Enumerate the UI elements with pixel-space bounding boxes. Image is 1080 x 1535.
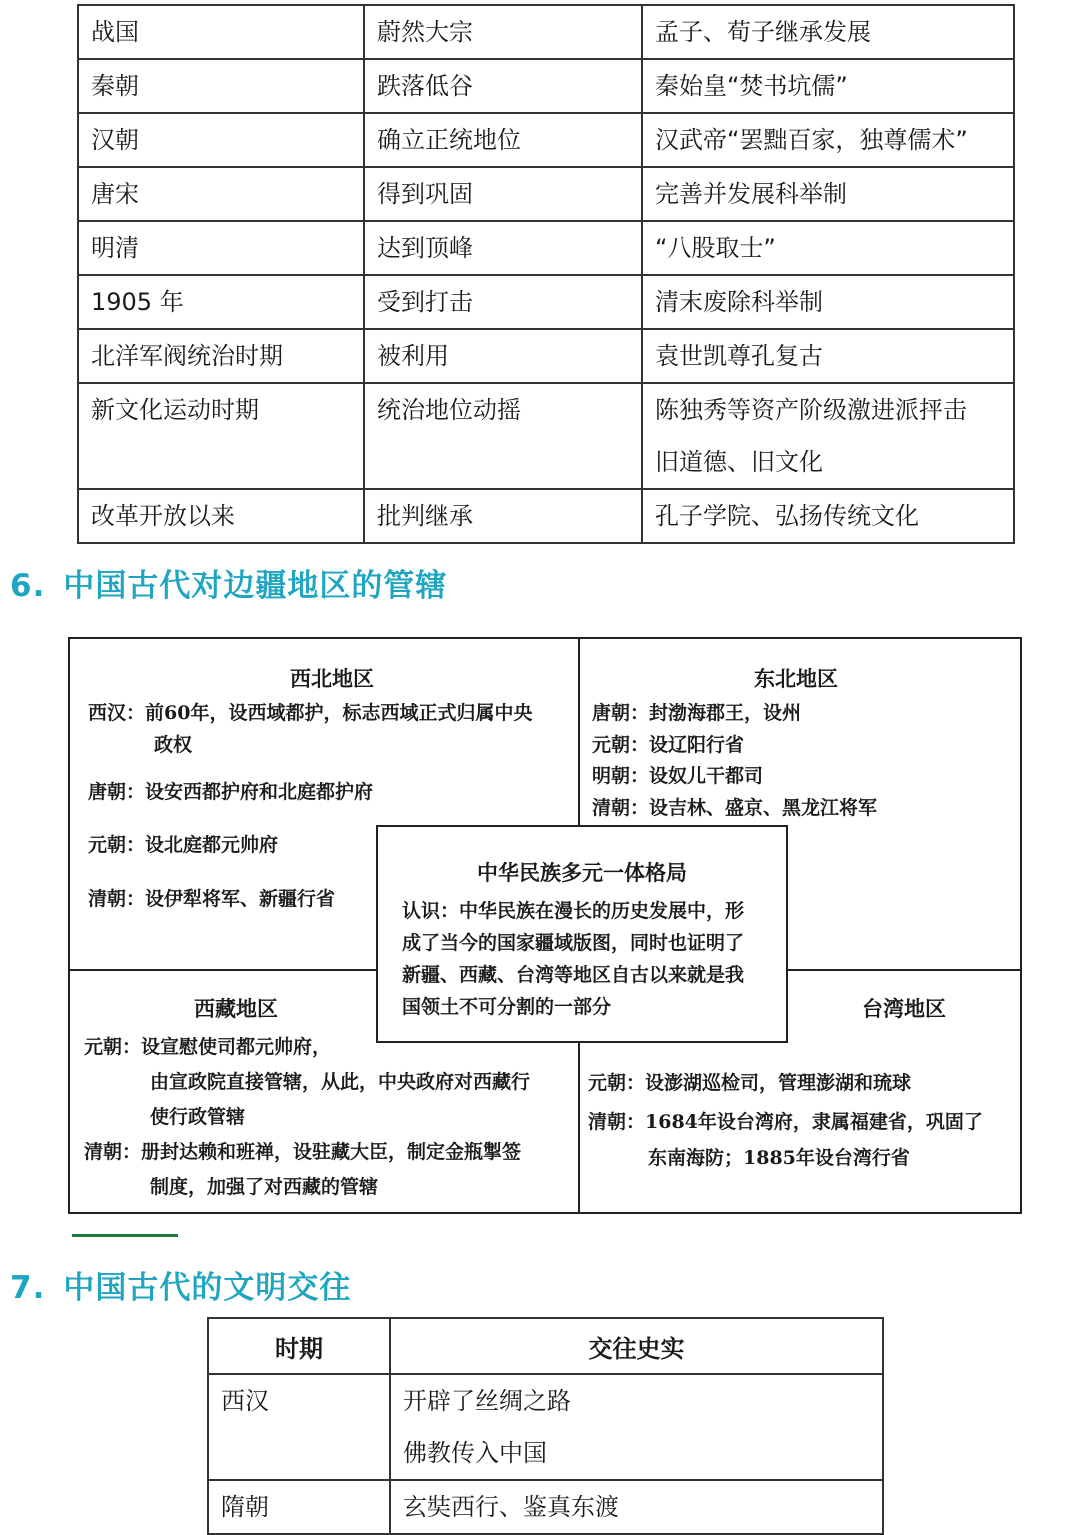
cell-line: 玄奘西行、鉴真东渡	[403, 1493, 619, 1521]
entry-text: 由宣政院直接管辖，从此，中央政府对西藏行	[150, 1071, 531, 1093]
table-cell: 新文化运动时期	[78, 383, 364, 489]
divider	[788, 969, 1022, 971]
table-cell: 批判继承	[364, 489, 642, 543]
region-title-northwest: 西北地区	[290, 667, 374, 691]
entry-text: 制度，加强了对西藏的管辖	[150, 1176, 379, 1198]
table-cell	[642, 383, 1014, 489]
table-cell: 西汉	[208, 1374, 390, 1480]
table-cell: 蔚然大宗	[364, 5, 642, 59]
confucianism-history-table	[77, 4, 1015, 544]
entry-dynasty: 清朝：	[84, 1141, 142, 1163]
column-header: 时期	[208, 1318, 390, 1374]
section-title: 中国古代的文明交往	[63, 1270, 352, 1306]
entry-text: 封渤海郡王，设州	[649, 702, 802, 724]
table-row	[78, 275, 1014, 329]
entry-northeast-tang	[592, 697, 801, 729]
entry-dynasty: 元朝：	[592, 734, 650, 756]
region-title-northeast: 东北地区	[754, 667, 838, 691]
table-cell: 完善并发展科举制	[642, 167, 1014, 221]
section-heading-7	[10, 1262, 351, 1307]
entry-tibet-qing	[84, 1136, 521, 1203]
table-cell: 北洋军阀统治时期	[78, 329, 364, 383]
region-title-taiwan: 台湾地区	[862, 997, 946, 1021]
entry-text: 前60年，设西域都护，标志西域正式归属中央	[145, 702, 533, 724]
table-row	[78, 329, 1014, 383]
entry-dynasty: 明朝：	[592, 765, 650, 787]
entry-dynasty: 西汉：	[88, 702, 146, 724]
entry-text: 设澎湖巡检司，管理澎湖和琉球	[645, 1072, 912, 1094]
table-cell: 明清	[78, 221, 364, 275]
table-header-row	[208, 1318, 883, 1374]
entry-taiwan-yuan	[588, 1067, 911, 1099]
table-cell: 隋朝	[208, 1480, 390, 1534]
entry-dynasty: 元朝：	[84, 1036, 142, 1058]
divider	[578, 639, 580, 825]
center-line: 国领土不可分割的一部分	[402, 996, 612, 1018]
entry-text: 设吉林、盛京、黑龙江将军	[649, 797, 878, 819]
table-cell: 汉朝	[78, 113, 364, 167]
table-cell	[390, 1374, 883, 1480]
table-cell: 受到打击	[364, 275, 642, 329]
divider	[578, 1043, 580, 1214]
section-number: 6.	[10, 568, 46, 604]
center-line: 认识：中华民族在漫长的历史发展中，形	[402, 900, 745, 922]
entry-text: 政权	[154, 734, 193, 756]
table-cell: 秦始皇“焚书坑儒”	[642, 59, 1014, 113]
table-row	[78, 59, 1014, 113]
table-cell	[390, 1480, 883, 1534]
entry-dynasty: 元朝：	[88, 834, 146, 856]
entry-text: 使行政管辖	[150, 1106, 246, 1128]
region-title-tibet: 西藏地区	[194, 997, 278, 1021]
entry-text: 东南海防；1885年设台湾行省	[648, 1147, 910, 1169]
table-cell: 孔子学院、弘扬传统文化	[642, 489, 1014, 543]
entry-text: 1684年设台湾府，隶属福建省，巩固了	[645, 1111, 983, 1133]
table-row	[208, 1480, 883, 1534]
entry-northwest-yuan	[88, 829, 278, 861]
entry-text: 册封达赖和班禅，设驻藏大臣，制定金瓶掣签	[141, 1141, 522, 1163]
table-cell: “八股取士”	[642, 221, 1014, 275]
cell-line: 开辟了丝绸之路	[403, 1387, 571, 1415]
center-text	[402, 895, 780, 1023]
table-row	[78, 383, 1014, 489]
table-cell: 1905 年	[78, 275, 364, 329]
table-cell: 达到顶峰	[364, 221, 642, 275]
entry-text: 设伊犁将军、新疆行省	[145, 888, 336, 910]
entry-dynasty: 元朝：	[588, 1072, 646, 1094]
table-cell: 唐宋	[78, 167, 364, 221]
table-cell: 孟子、荀子继承发展	[642, 5, 1014, 59]
table-cell: 改革开放以来	[78, 489, 364, 543]
column-header: 交往史实	[390, 1318, 883, 1374]
table-row	[78, 113, 1014, 167]
table-cell: 被利用	[364, 329, 642, 383]
entry-dynasty: 清朝：	[88, 888, 146, 910]
cell-line: 陈独秀等资产阶级激进派抨击	[655, 396, 967, 424]
table-cell: 统治地位动摇	[364, 383, 642, 489]
entry-taiwan-qing	[588, 1106, 983, 1174]
table-row	[208, 1374, 883, 1480]
table-row	[78, 167, 1014, 221]
center-title: 中华民族多元一体格局	[477, 861, 687, 885]
entry-northeast-ming	[592, 760, 763, 792]
center-line: 新疆、西藏、台湾等地区自古以来就是我	[402, 964, 745, 986]
entry-text: 设奴儿干都司	[649, 765, 764, 787]
entry-dynasty: 清朝：	[588, 1111, 646, 1133]
entry-northwest-xihan	[88, 697, 532, 761]
table-row	[78, 5, 1014, 59]
table-cell: 袁世凯尊孔复古	[642, 329, 1014, 383]
entry-dynasty: 唐朝：	[592, 702, 650, 724]
section-title: 中国古代对边疆地区的管辖	[63, 568, 448, 604]
cell-line: 旧道德、旧文化	[655, 448, 823, 476]
table-cell: 秦朝	[78, 59, 364, 113]
table-cell: 确立正统地位	[364, 113, 642, 167]
table-cell: 清末废除科举制	[642, 275, 1014, 329]
entry-northwest-qing	[88, 883, 335, 915]
table-cell: 得到巩固	[364, 167, 642, 221]
table-row	[78, 489, 1014, 543]
section-heading-6	[10, 560, 447, 605]
civilization-exchange-table	[207, 1317, 884, 1535]
entry-text: 设安西都护府和北庭都护府	[145, 781, 374, 803]
entry-northeast-yuan	[592, 729, 744, 761]
entry-text: 设北庭都元帅府	[145, 834, 279, 856]
table-cell: 跌落低谷	[364, 59, 642, 113]
table-cell: 汉武帝“罢黜百家，独尊儒术”	[642, 113, 1014, 167]
table-cell: 战国	[78, 5, 364, 59]
center-line: 成了当今的国家疆域版图，同时也证明了	[402, 932, 745, 954]
divider	[70, 969, 376, 971]
frontier-governance-diagram	[68, 637, 1022, 1214]
center-summary-box	[376, 825, 788, 1043]
entry-northwest-tang	[88, 776, 373, 808]
entry-dynasty: 唐朝：	[88, 781, 146, 803]
cell-line: 佛教传入中国	[403, 1439, 547, 1467]
entry-text: 设宣慰使司都元帅府，	[141, 1036, 332, 1058]
entry-tibet-yuan	[84, 1031, 530, 1133]
entry-dynasty: 清朝：	[592, 797, 650, 819]
table-row	[78, 221, 1014, 275]
entry-northeast-qing	[592, 792, 877, 824]
entry-text: 设辽阳行省	[649, 734, 745, 756]
decorative-underline	[72, 1234, 178, 1237]
section-number: 7.	[10, 1270, 46, 1306]
